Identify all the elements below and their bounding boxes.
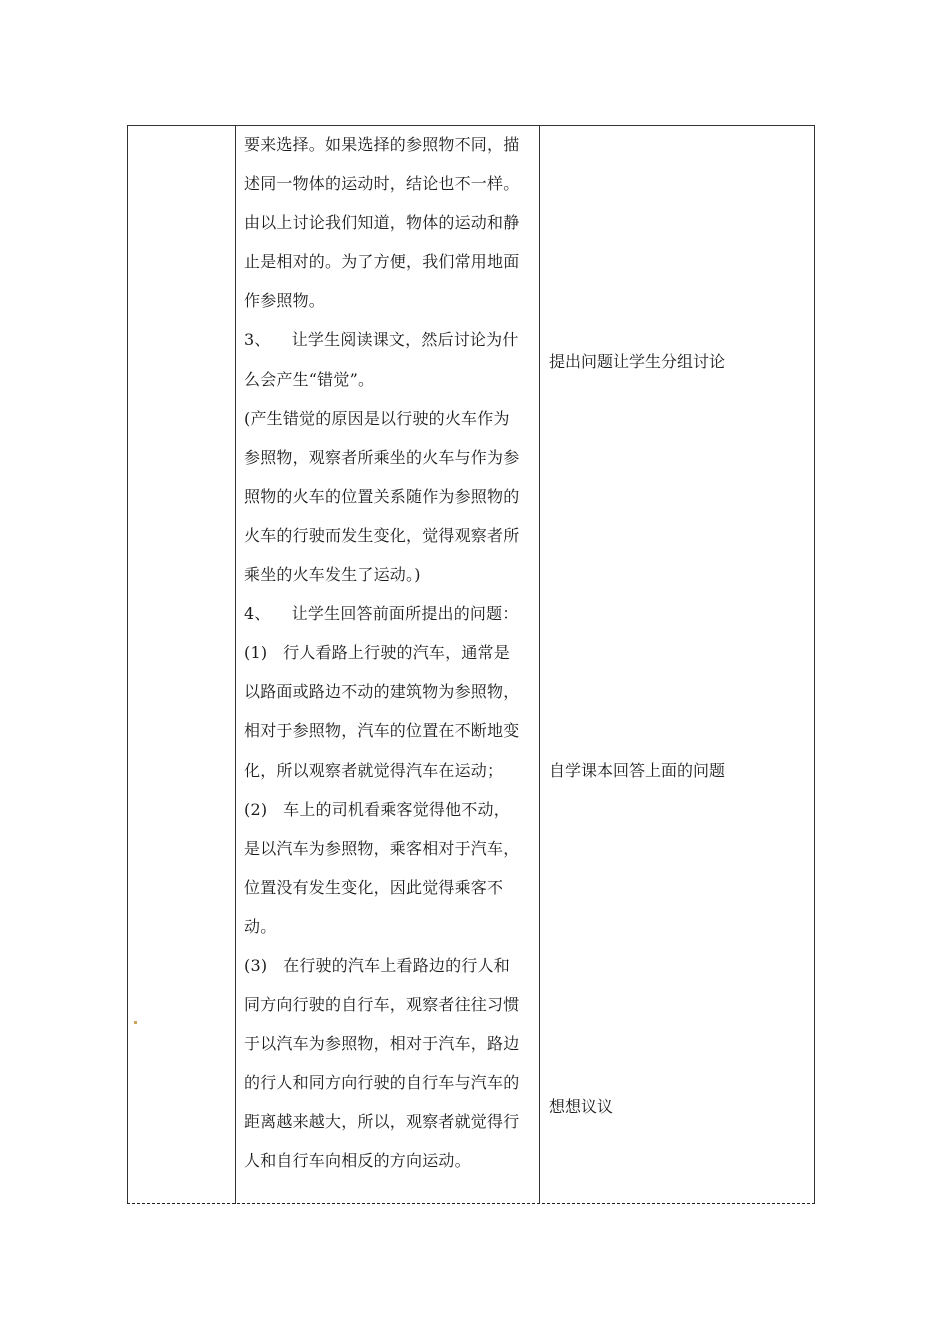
dashed-bottom-border: [127, 1203, 815, 1204]
activity-note-discussion: 提出问题让学生分组讨论: [549, 352, 726, 371]
content-line: 相对于参照物，汽车的位置在不断地变: [244, 721, 520, 741]
content-line: 化，所以观察者就觉得汽车在运动；: [244, 760, 504, 780]
content-line: 由以上讨论我们知道，物体的运动和静: [244, 213, 520, 233]
content-line: 火车的行驶而发生变化，觉得观察者所: [244, 525, 520, 545]
content-line: (1) 行人看路上行驶的汽车，通常是: [244, 643, 510, 663]
activity-note-self-study: 自学课本回答上面的问题: [549, 761, 726, 780]
content-line: 作参照物。: [244, 291, 326, 311]
content-line: 参照物，观察者所乘坐的火车与作为参: [244, 447, 520, 467]
content-line: 动。: [244, 916, 277, 936]
content-line: 乘坐的火车发生了运动。): [244, 565, 421, 585]
content-line: 位置没有发生变化，因此觉得乘客不: [244, 877, 504, 897]
stray-mark: [134, 1021, 137, 1024]
content-line: 于以汽车为参照物，相对于汽车，路边: [244, 1034, 520, 1054]
content-line: 照物的火车的位置关系随作为参照物的: [244, 486, 520, 506]
teaching-content-column: [244, 125, 534, 1181]
content-line: 人和自行车向相反的方向运动。: [244, 1151, 471, 1171]
column-divider-2: [539, 125, 540, 1204]
table-right-border: [814, 125, 815, 1204]
content-line: 3、 让学生阅读课文，然后讨论为什: [244, 330, 519, 350]
activity-note-think-discuss: 想想议议: [549, 1097, 614, 1116]
table-left-border: [127, 125, 128, 1204]
content-line: 以路面或路边不动的建筑物为参照物，: [244, 682, 520, 702]
content-line: 4、 让学生回答前面所提出的问题：: [244, 604, 519, 624]
content-line: 要来选择。如果选择的参照物不同，描: [244, 135, 520, 154]
content-line: (2) 车上的司机看乘客觉得他不动，: [244, 799, 510, 819]
content-line: 是以汽车为参照物，乘客相对于汽车，: [244, 838, 520, 858]
content-line: 止是相对的。为了方便，我们常用地面: [244, 252, 520, 272]
content-line: 的行人和同方向行驶的自行车与汽车的: [244, 1073, 520, 1093]
content-line: 述同一物体的运动时，结论也不一样。: [244, 174, 520, 194]
content-line: 同方向行驶的自行车，观察者往往习惯: [244, 995, 520, 1015]
content-line: (产生错觉的原因是以行驶的火车作为: [244, 408, 510, 428]
content-line: 么会产生“错觉”。: [244, 369, 375, 389]
column-divider-1: [235, 125, 236, 1204]
content-line: 距离越来越大，所以，观察者就觉得行: [244, 1112, 520, 1132]
content-line: (3) 在行驶的汽车上看路边的行人和: [244, 955, 510, 975]
